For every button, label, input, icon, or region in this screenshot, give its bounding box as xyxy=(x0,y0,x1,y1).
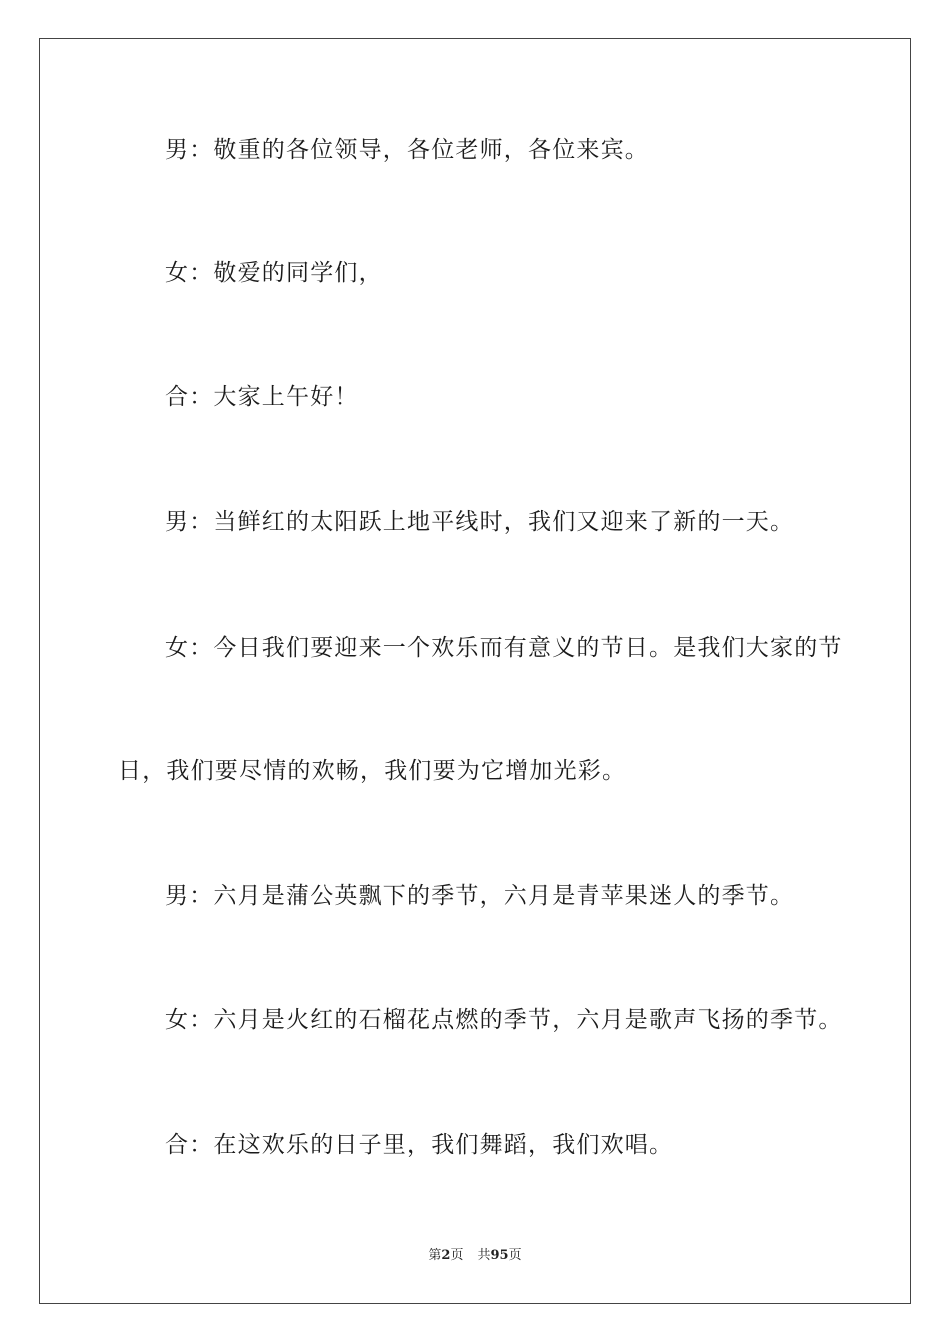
total-suffix: 页 xyxy=(508,1248,522,1263)
dialogue-line-3: 合：大家上午好！ xyxy=(165,384,359,410)
dialogue-line-1: 男：敬重的各位领导，各位老师，各位来宾。 xyxy=(165,137,649,163)
dialogue-line-2: 女：敬爱的同学们， xyxy=(165,260,383,286)
total-prefix: 共 xyxy=(477,1248,491,1263)
page-border xyxy=(39,38,911,1304)
dialogue-line-7: 女：六月是火红的石榴花点燃的季节，六月是歌声飞扬的季节。 xyxy=(165,1007,843,1033)
dialogue-line-4: 男：当鲜红的太阳跃上地平线时，我们又迎来了新的一天。 xyxy=(165,509,795,535)
page-suffix: 页 xyxy=(450,1248,464,1263)
page-footer xyxy=(0,1246,950,1266)
dialogue-line-8: 合：在这欢乐的日子里，我们舞蹈，我们欢唱。 xyxy=(165,1132,674,1158)
dialogue-line-6: 男：六月是蒲公英飘下的季节，六月是青苹果迷人的季节。 xyxy=(165,883,795,909)
dialogue-line-5-continued: 日，我们要尽情的欢畅，我们要为它增加光彩。 xyxy=(118,758,627,784)
total-pages: 95 xyxy=(490,1248,509,1263)
dialogue-line-5: 女：今日我们要迎来一个欢乐而有意义的节日。是我们大家的节 xyxy=(165,635,843,661)
page-prefix: 第 xyxy=(428,1248,442,1263)
page-number: 2 xyxy=(441,1248,451,1263)
